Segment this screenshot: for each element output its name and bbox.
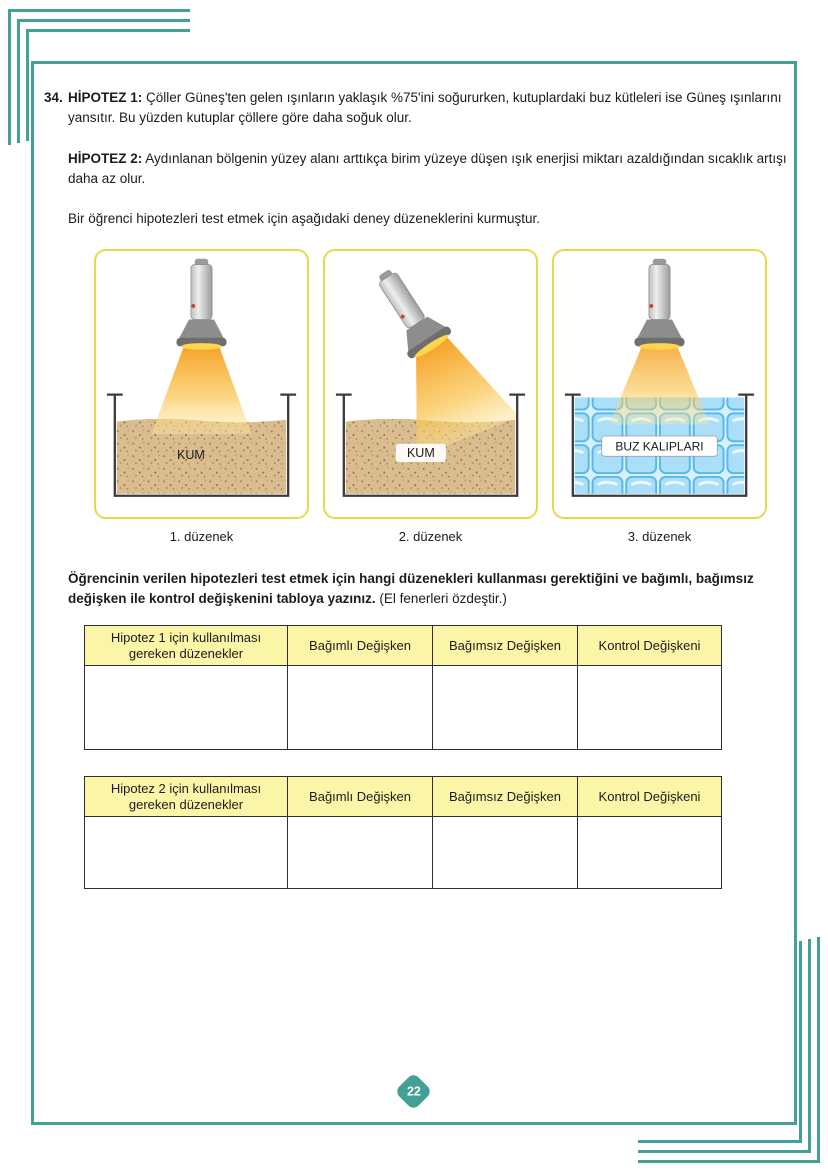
hypothesis2-text: Aydınlanan bölgenin yüzey alanı arttıkça birim yüzeye düşen ışık enerjisi miktarı azaldığından sıcaklık artışı daha az olur.	[68, 150, 787, 186]
table2-header-independent-variable: Bağımsız Değişken	[433, 777, 578, 817]
hypothesis-1-paragraph	[68, 88, 790, 129]
experiment-panel-1	[94, 249, 309, 519]
hypothesis1-label: HİPOTEZ 1:	[68, 90, 143, 105]
table-row	[85, 666, 722, 750]
table2-header-control-variable: Kontrol Değişkeni	[578, 777, 722, 817]
instruction-text: Öğrencinin verilen hipotezleri test etmek için hangi düzenekleri kullanması gerektiğini ve bağımlı, bağımsız değişken ile kontrol değişkenini tabloya yazınız.	[68, 570, 754, 606]
experiment-panel-3	[552, 249, 767, 519]
hypothesis2-label: HİPOTEZ 2:	[68, 150, 143, 166]
table2-header-setups: Hipotez 2 için kullanılması gereken düzenekler	[85, 777, 288, 817]
setup-1-illustration	[98, 253, 305, 515]
sand-label: KUM	[176, 448, 205, 463]
light-beam	[609, 346, 709, 425]
answer-cell	[288, 817, 433, 889]
table1-header-dependent-variable: Bağımlı Değişken	[288, 626, 433, 666]
experiment-panel-2	[323, 249, 538, 519]
hypothesis1-table	[84, 625, 722, 750]
sand-label: KUM	[406, 446, 435, 461]
table-row	[85, 817, 722, 889]
table1-header-control-variable: Kontrol Değişkeni	[578, 626, 722, 666]
setup-2-illustration	[327, 253, 534, 515]
hypothesis-2-paragraph	[68, 149, 790, 190]
light-beam	[151, 346, 251, 435]
flashlight-icon	[634, 259, 684, 350]
answer-cell	[85, 817, 288, 889]
setup-3-illustration	[556, 253, 763, 515]
hypothesis1-text: Çöller Güneş'ten gelen ışınların yaklaşık %75'ini soğururken, kutuplardaki buz kütleleri ise Güneş ışınlarını yansıtır. Bu yüzden kutuplar çöllere göre daha soğuk olur.	[68, 90, 782, 126]
instruction-paragraph	[68, 569, 790, 610]
experiment-panels	[94, 249, 790, 519]
table1-header-independent-variable: Bağımsız Değişken	[433, 626, 578, 666]
answer-cell	[433, 817, 578, 889]
ice-label: BUZ KALIPLARI	[615, 439, 704, 454]
instruction-note: (El fenerleri özdeştir.)	[379, 591, 507, 606]
intro-text: Bir öğrenci hipotezleri test etmek için aşağıdaki deney düzeneklerini kurmuştur.	[68, 211, 540, 226]
setup-3-caption: 3. düzenek	[627, 529, 692, 545]
setup-2-caption: 2. düzenek	[398, 529, 463, 545]
answer-cell	[433, 666, 578, 750]
flashlight-icon	[176, 259, 226, 350]
page-number: 22	[406, 1084, 421, 1099]
panel-captions	[94, 527, 790, 547]
table2-header-dependent-variable: Bağımlı Değişken	[288, 777, 433, 817]
answer-cell	[85, 666, 288, 750]
setup-1-caption: 1. düzenek	[169, 529, 234, 545]
question-number: 34.	[44, 90, 63, 105]
answer-cell	[578, 817, 722, 889]
answer-cell	[578, 666, 722, 750]
question-block	[44, 88, 790, 889]
answer-cell	[288, 666, 433, 750]
hypothesis2-table	[84, 776, 722, 889]
table1-header-setups: Hipotez 1 için kullanılması gereken düzenekler	[85, 626, 288, 666]
